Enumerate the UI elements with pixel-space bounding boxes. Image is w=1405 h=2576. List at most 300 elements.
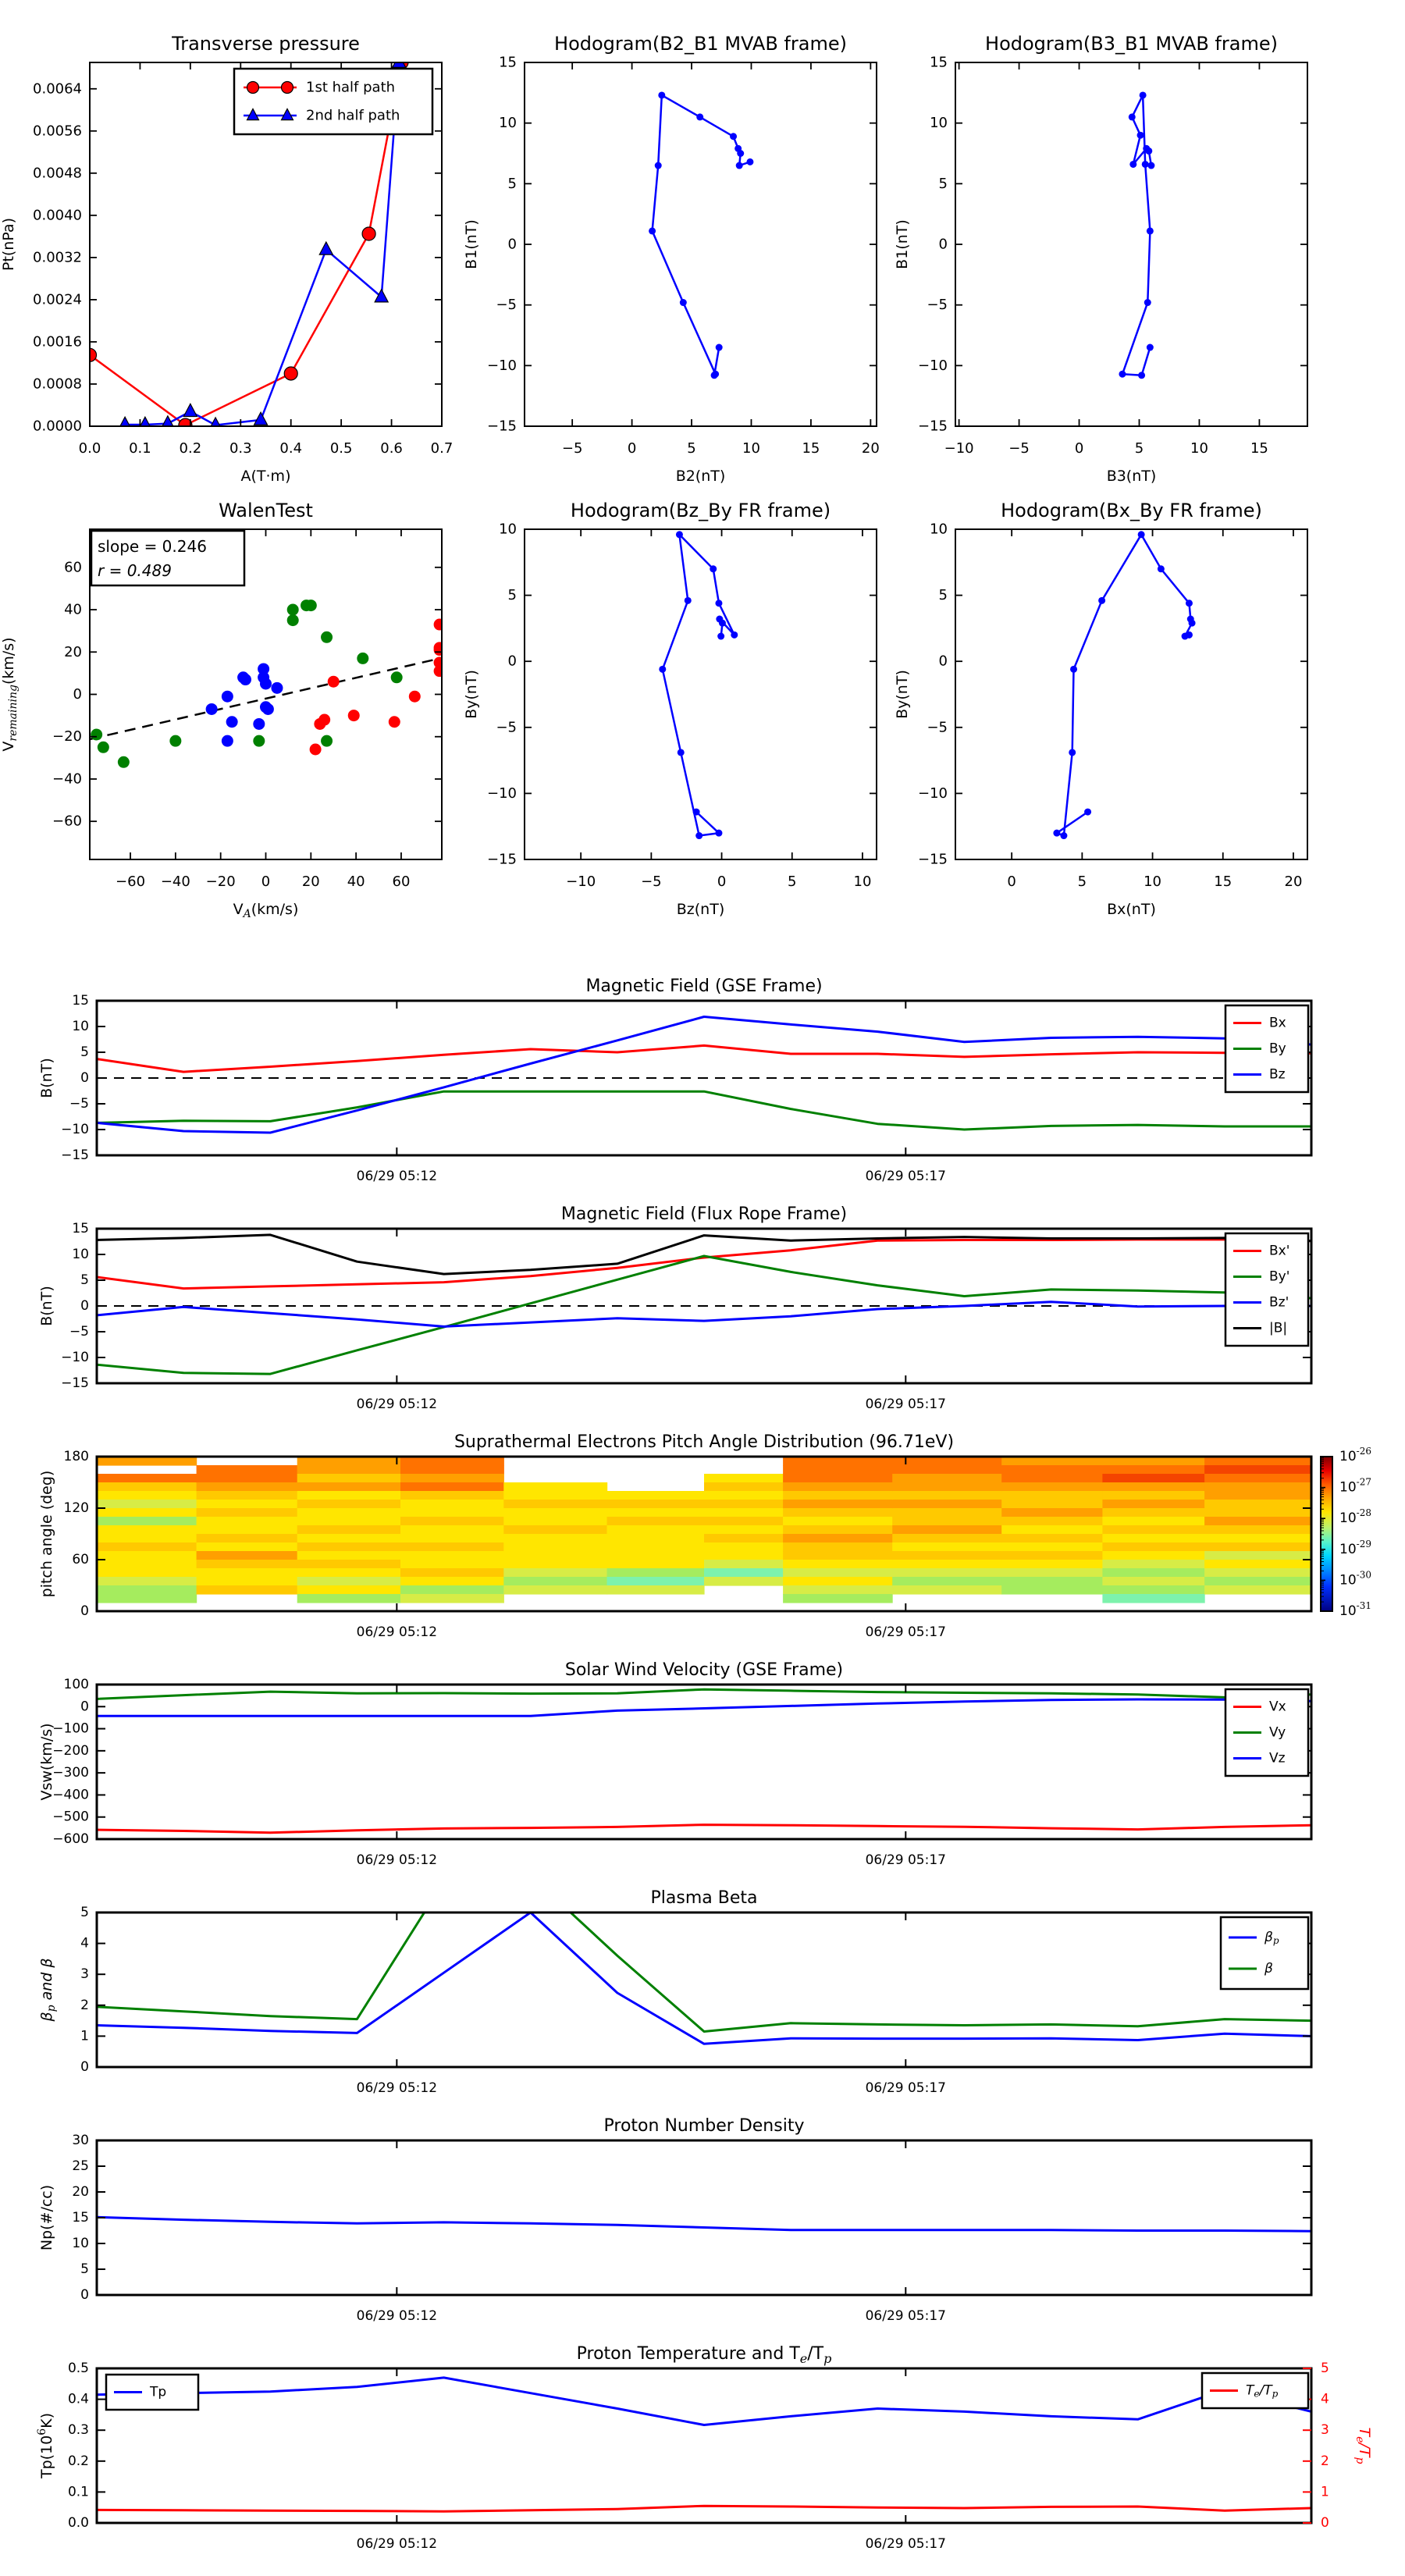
y-tick-label: −40 (52, 770, 82, 788)
heat-cell (892, 1465, 1002, 1475)
legend-label: By' (1269, 1268, 1290, 1285)
x-tick-label: 5 (788, 873, 797, 890)
heat-cell (892, 1525, 1002, 1535)
x-tick-label: −40 (160, 873, 190, 890)
x-tick-label: 15 (1250, 440, 1268, 457)
heat-cell (1102, 1500, 1204, 1509)
heat-cell (503, 1577, 607, 1586)
right-y-tick-label: 1 (1321, 2484, 1329, 2500)
marker-circle (271, 682, 283, 694)
y-tick-label: 5 (80, 1272, 89, 1288)
time-tick-label: 06/29 05:17 (865, 1397, 946, 1412)
heat-cell (400, 1594, 504, 1603)
heat-cell (892, 1542, 1002, 1552)
x-tick-label: 40 (347, 873, 365, 890)
y-tick-label: 0.0024 (33, 291, 82, 308)
x-tick-label: −20 (205, 873, 236, 890)
heat-cell (1204, 1482, 1312, 1492)
y-tick-label: 15 (72, 1221, 89, 1236)
marker-circle (253, 735, 265, 747)
chart-title: Hodogram(Bz_By FR frame) (570, 500, 831, 521)
y-tick-label: 5 (938, 587, 948, 604)
heat-cell (1102, 1517, 1204, 1526)
time-tick-label: 06/29 05:12 (356, 2308, 438, 2324)
y-tick-label: 0 (80, 2287, 89, 2303)
chart-title: Transverse pressure (172, 33, 360, 55)
heat-cell (783, 1534, 893, 1543)
heat-cell (297, 1508, 401, 1517)
heat-cell (297, 1517, 401, 1526)
x-axis-label: B3(nT) (1106, 468, 1157, 485)
y-tick-label: −5 (927, 719, 948, 736)
y-axis-label: B(nT) (38, 1058, 55, 1098)
heat-cell (1001, 1534, 1103, 1543)
heat-cell (1204, 1474, 1312, 1483)
heatmap-cells (97, 1457, 1312, 1603)
heat-cell (704, 1542, 784, 1552)
heat-cell (400, 1585, 504, 1595)
heat-cell (704, 1534, 784, 1543)
heat-cell (783, 1482, 893, 1492)
heat-cell (783, 1542, 893, 1552)
time-tick-label: 06/29 05:12 (356, 1852, 438, 1868)
marker-circle (658, 91, 665, 98)
marker-circle (716, 344, 723, 351)
y-tick-label: 0.0040 (33, 207, 82, 224)
marker-circle (1145, 148, 1152, 155)
x-tick-label: 0.5 (329, 440, 353, 457)
heat-cell (400, 1560, 504, 1569)
heat-cell (1204, 1491, 1312, 1500)
heat-cell (607, 1500, 705, 1509)
x-tick-label: 0.6 (380, 440, 403, 457)
y-tick-label: −600 (52, 1831, 89, 1847)
heat-cell (892, 1551, 1002, 1560)
heat-cell (297, 1560, 401, 1569)
x-tick-label: 0.2 (179, 440, 202, 457)
marker-circle (1186, 600, 1193, 607)
heat-cell (783, 1594, 893, 1603)
right-y-tick-label: 3 (1321, 2422, 1329, 2439)
marker-circle (710, 565, 717, 572)
chart-title: WalenTest (219, 500, 313, 521)
marker-circle (1147, 162, 1154, 169)
heat-cell (892, 1482, 1002, 1492)
time-tick-label: 06/29 05:17 (865, 1852, 946, 1868)
heat-cell (197, 1585, 298, 1595)
y-tick-label: 0.5 (67, 2361, 89, 2376)
y-tick-label: 60 (64, 559, 82, 576)
heat-cell (297, 1594, 401, 1603)
heat-cell (197, 1500, 298, 1509)
heat-cell (297, 1568, 401, 1578)
heat-cell (783, 1577, 893, 1586)
legend-label: Bz (1269, 1066, 1286, 1083)
heat-cell (97, 1525, 197, 1535)
colorbar-tick-label: $10^{-29}$ (1339, 1538, 1371, 1557)
marker-circle (247, 82, 259, 94)
y-tick-label: 5 (938, 175, 948, 192)
heat-cell (503, 1491, 607, 1500)
heat-cell (97, 1551, 197, 1560)
marker-circle (1137, 132, 1144, 139)
marker-circle (222, 691, 233, 703)
heat-cell (607, 1568, 705, 1578)
marker-circle (1129, 161, 1136, 168)
y-axis-label: B1(nT) (463, 219, 480, 269)
heat-cell (1001, 1542, 1103, 1552)
marker-circle (1147, 344, 1154, 351)
y-tick-label: 0 (938, 236, 948, 253)
x-tick-label: 0 (1074, 440, 1084, 457)
y-tick-label: −5 (927, 297, 948, 314)
marker-circle (1084, 809, 1091, 816)
heat-cell (1102, 1534, 1204, 1543)
marker-circle (1060, 832, 1067, 839)
chart-temperature (36, 2344, 1373, 2552)
x-tick-label: 10 (1190, 440, 1208, 457)
heat-cell (503, 1542, 607, 1552)
heat-cell (892, 1500, 1002, 1509)
y-tick-label: −10 (61, 1350, 89, 1365)
legend-label: Bx' (1269, 1243, 1290, 1259)
y-tick-label: 4 (80, 1935, 89, 1952)
y-tick-label: 20 (64, 643, 82, 660)
chart-mag-fr (38, 1204, 1311, 1412)
y-tick-label: 10 (499, 521, 517, 538)
marker-circle (1138, 372, 1145, 379)
colorbar-tick-label: $10^{-30}$ (1339, 1569, 1371, 1589)
heat-cell (1204, 1577, 1312, 1586)
y-tick-label: 0.0008 (33, 375, 82, 393)
heat-cell (1001, 1508, 1103, 1517)
heat-cell (97, 1482, 197, 1492)
x-tick-label: 15 (802, 440, 820, 457)
heat-cell (783, 1508, 893, 1517)
heat-cell (97, 1474, 197, 1483)
x-axis-label: A(T·m) (240, 468, 291, 485)
y-tick-label: 10 (72, 2236, 89, 2251)
heat-cell (704, 1482, 784, 1492)
x-axis-label: $V_A(km/s)$ (233, 901, 299, 920)
chart-hodogram-bzby (463, 500, 877, 918)
heat-cell (297, 1551, 401, 1560)
heat-cell (1102, 1594, 1204, 1603)
heat-cell (297, 1525, 401, 1535)
y-tick-label: 2 (80, 1997, 89, 2013)
heat-cell (197, 1508, 298, 1517)
y-tick-label: 20 (72, 2184, 89, 2200)
y-tick-label: 15 (499, 54, 517, 71)
y-tick-label: −15 (487, 418, 517, 435)
chart-title: Magnetic Field (Flux Rope Frame) (560, 1204, 848, 1224)
marker-circle (695, 832, 702, 839)
heat-cell (607, 1551, 705, 1560)
marker-circle (1119, 371, 1126, 378)
x-tick-label: 20 (1284, 873, 1303, 890)
y-tick-label: 10 (930, 521, 948, 538)
marker-circle (434, 665, 446, 677)
y-tick-label: 0 (80, 1070, 89, 1086)
heat-cell (197, 1534, 298, 1543)
heat-cell (783, 1560, 893, 1569)
y-tick-label: 15 (72, 2210, 89, 2226)
heat-cell (400, 1534, 504, 1543)
chart-title: Proton Temperature and $T_e/T_p$ (576, 2344, 832, 2366)
y-tick-label: 5 (80, 1905, 89, 1920)
y-tick-label: −5 (496, 719, 517, 736)
right-y-tick-label: 5 (1321, 2361, 1329, 2376)
marker-circle (655, 162, 662, 169)
heat-cell (1102, 1585, 1204, 1595)
y-tick-label: −15 (61, 1147, 89, 1163)
heat-cell (783, 1457, 893, 1466)
heat-cell (400, 1491, 504, 1500)
y-axis-label: $\beta_p$ and β (38, 1958, 58, 2022)
x-axis-label: Bx(nT) (1107, 901, 1156, 918)
heat-cell (892, 1457, 1002, 1466)
heat-cell (400, 1551, 504, 1560)
y-tick-label: −10 (487, 785, 517, 802)
marker-circle (717, 633, 724, 640)
heat-cell (297, 1542, 401, 1552)
heat-cell (1001, 1491, 1103, 1500)
heat-cell (1204, 1542, 1312, 1552)
y-axis-label: By(nT) (894, 670, 911, 719)
heat-cell (607, 1560, 705, 1569)
y-tick-label: −10 (918, 785, 948, 802)
marker-circle (321, 735, 333, 747)
chart-title: Solar Wind Velocity (GSE Frame) (564, 1660, 844, 1680)
heat-cell (704, 1508, 784, 1517)
heat-cell (1001, 1525, 1103, 1535)
heat-cell (1204, 1568, 1312, 1578)
y-tick-label: 0.0 (67, 2515, 89, 2531)
heat-cell (197, 1474, 298, 1483)
heat-cell (1204, 1534, 1312, 1543)
heat-cell (783, 1585, 893, 1595)
x-tick-label: 0.4 (279, 440, 303, 457)
heat-cell (892, 1534, 1002, 1543)
y-tick-label: 0.3 (67, 2422, 89, 2439)
heat-cell (892, 1474, 1002, 1483)
y-axis-label: B(nT) (38, 1286, 55, 1326)
heat-cell (400, 1508, 504, 1517)
heat-cell (704, 1568, 784, 1578)
heat-cell (97, 1560, 197, 1569)
legend-label: Bx (1269, 1015, 1286, 1031)
heat-cell (1102, 1482, 1204, 1492)
y-tick-label: 10 (72, 1019, 89, 1034)
heat-cell (1001, 1577, 1103, 1586)
heat-cell (1001, 1551, 1103, 1560)
legend-label: β (1264, 1961, 1273, 1976)
marker-circle (222, 735, 233, 747)
x-tick-label: 0 (717, 873, 727, 890)
marker-circle (118, 756, 130, 768)
legend-label: 1st half path (306, 79, 396, 96)
marker-circle (91, 729, 102, 741)
y-tick-label: 0 (73, 686, 82, 703)
heat-cell (704, 1500, 784, 1509)
heat-cell (607, 1542, 705, 1552)
y-tick-label: 1 (80, 2028, 89, 2044)
x-tick-label: 10 (742, 440, 760, 457)
x-tick-label: −60 (116, 873, 146, 890)
chart-title: Hodogram(Bx_By FR frame) (1001, 500, 1262, 521)
heat-cell (704, 1517, 784, 1526)
y-tick-label: 15 (72, 993, 89, 1009)
marker-circle (1053, 830, 1060, 837)
marker-circle (389, 716, 400, 728)
heat-cell (400, 1500, 504, 1509)
heat-cell (503, 1551, 607, 1560)
y-tick-label: −20 (52, 728, 82, 745)
marker-circle (1138, 531, 1145, 538)
heat-cell (503, 1568, 607, 1578)
annotation-r: r = 0.489 (98, 561, 172, 580)
heat-cell (503, 1517, 607, 1526)
heat-cell (607, 1534, 705, 1543)
time-tick-label: 06/29 05:12 (356, 1397, 438, 1412)
heat-cell (400, 1568, 504, 1578)
y-tick-label: −5 (69, 1096, 89, 1112)
heat-cell (783, 1517, 893, 1526)
marker-circle (719, 620, 726, 627)
chart-title: Plasma Beta (650, 1888, 758, 1908)
marker-circle (1147, 227, 1154, 234)
heat-cell (1102, 1542, 1204, 1552)
y-tick-label: 5 (80, 2261, 89, 2277)
y-tick-label: 0.0000 (33, 418, 82, 435)
marker-circle (712, 371, 719, 378)
heat-cell (1204, 1465, 1312, 1475)
x-tick-label: 20 (861, 440, 880, 457)
heat-cell (1001, 1482, 1103, 1492)
heat-cell (197, 1525, 298, 1535)
x-axis-label: B2(nT) (675, 468, 726, 485)
heat-cell (297, 1534, 401, 1543)
chart-pitch-angle (38, 1432, 1371, 1640)
heat-cell (1001, 1560, 1103, 1569)
marker-circle (310, 744, 322, 756)
marker-circle (680, 299, 687, 306)
x-tick-label: 5 (1077, 873, 1087, 890)
annotation-slope: slope = 0.246 (98, 537, 207, 556)
marker-circle (98, 742, 109, 753)
heat-cell (97, 1568, 197, 1578)
y-tick-label: −60 (52, 813, 82, 830)
legend-label: 2nd half path (306, 107, 400, 124)
y-tick-label: −10 (61, 1122, 89, 1137)
heat-cell (503, 1560, 607, 1569)
heat-cell (892, 1491, 1002, 1500)
y-axis-label: $V_{remaining}(km/s)$ (0, 637, 20, 752)
marker-circle (253, 718, 265, 730)
heat-cell (1001, 1465, 1103, 1475)
heat-cell (197, 1517, 298, 1526)
y-tick-label: −400 (52, 1787, 89, 1803)
heat-cell (1001, 1517, 1103, 1526)
marker-circle (1186, 632, 1193, 639)
x-tick-label: 0 (1007, 873, 1016, 890)
heat-cell (607, 1508, 705, 1517)
heat-cell (607, 1525, 705, 1535)
x-tick-label: 0 (261, 873, 271, 890)
heat-cell (892, 1560, 1002, 1569)
heat-cell (607, 1517, 705, 1526)
heat-cell (197, 1577, 298, 1586)
heat-cell (197, 1465, 298, 1475)
legend-label: By (1269, 1041, 1286, 1057)
heat-cell (892, 1585, 1002, 1595)
marker-circle (282, 82, 293, 94)
y-tick-label: 0 (80, 1298, 89, 1314)
time-tick-label: 06/29 05:17 (865, 2080, 946, 2096)
x-tick-label: 0.3 (229, 440, 252, 457)
heat-cell (97, 1457, 197, 1466)
heat-cell (1204, 1585, 1312, 1595)
marker-circle (676, 531, 683, 538)
y-tick-label: −200 (52, 1742, 89, 1759)
heat-cell (607, 1585, 705, 1595)
marker-circle (1098, 597, 1105, 604)
marker-circle (321, 632, 333, 643)
heat-cell (297, 1482, 401, 1492)
heat-cell (1102, 1525, 1204, 1535)
heat-cell (1102, 1457, 1204, 1466)
heat-cell (503, 1508, 607, 1517)
marker-circle (206, 703, 218, 715)
heat-cell (783, 1465, 893, 1475)
heat-cell (1204, 1560, 1312, 1569)
y-axis-label: B1(nT) (894, 219, 911, 269)
y-tick-label: 40 (64, 601, 82, 618)
x-tick-label: −5 (561, 440, 583, 457)
y-tick-label: −300 (52, 1765, 89, 1781)
x-tick-label: 0.1 (129, 440, 151, 457)
marker-circle (262, 703, 274, 715)
y-tick-label: 0 (80, 1603, 89, 1619)
heat-cell (297, 1585, 401, 1595)
heat-cell (97, 1517, 197, 1526)
marker-circle (1144, 299, 1151, 306)
heat-cell (1001, 1457, 1103, 1466)
y-tick-label: 15 (930, 54, 948, 71)
heat-cell (1001, 1585, 1103, 1595)
chart-title: Hodogram(B3_B1 MVAB frame) (985, 33, 1278, 55)
y-tick-label: 30 (72, 2133, 89, 2148)
heat-cell (1204, 1551, 1312, 1560)
marker-circle (434, 619, 446, 631)
marker-circle (649, 227, 656, 234)
y-tick-label: 0 (80, 1699, 89, 1715)
colorbar-tick-label: $10^{-27}$ (1339, 1476, 1371, 1496)
chart-hodogram-bxby (894, 500, 1307, 918)
heat-cell (892, 1577, 1002, 1586)
heat-cell (297, 1577, 401, 1586)
time-tick-label: 06/29 05:12 (356, 1624, 438, 1640)
heat-cell (97, 1534, 197, 1543)
legend-label: Tp (150, 2384, 167, 2400)
heat-cell (400, 1465, 504, 1475)
chart-title: Hodogram(B2_B1 MVAB frame) (554, 33, 847, 55)
y-tick-label: 0.0016 (33, 333, 82, 350)
y-tick-label: 3 (80, 1966, 89, 1983)
right-y-tick-label: 2 (1321, 2453, 1329, 2469)
chart-walen-test (0, 500, 446, 920)
heat-cell (503, 1585, 607, 1595)
